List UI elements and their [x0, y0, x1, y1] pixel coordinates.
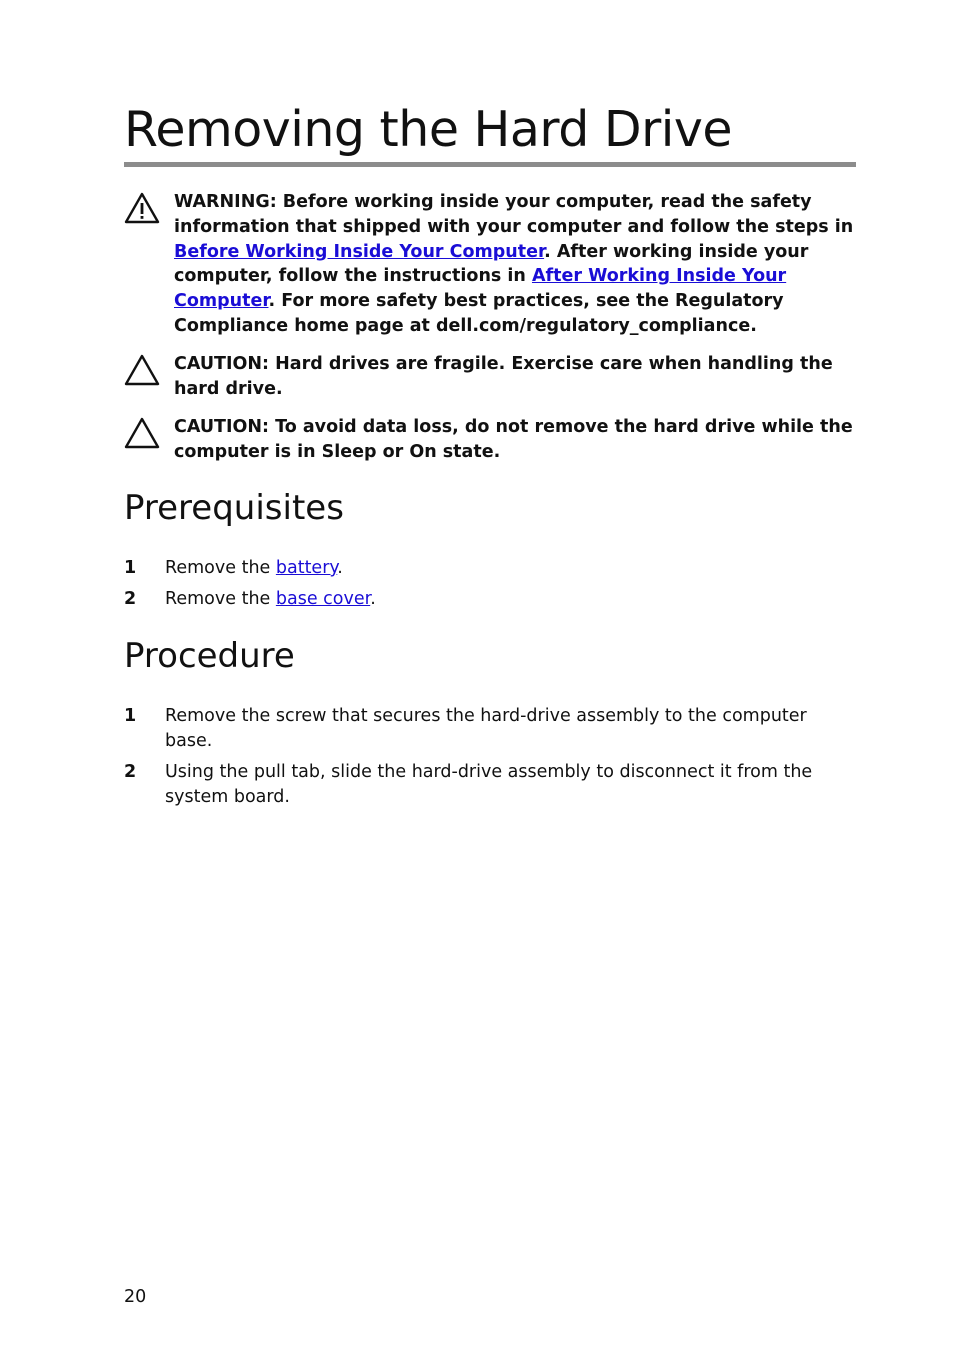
- battery-link[interactable]: battery: [275, 558, 338, 578]
- procedure-step: [124, 760, 856, 809]
- prerequisite-step: [124, 556, 856, 581]
- caution-notice-data-loss: [124, 415, 856, 465]
- step-text: .: [337, 558, 343, 578]
- step-text: Remove the screw that secures the hard-drive assembly to the computer base.: [165, 706, 807, 751]
- warning-text: [174, 190, 856, 339]
- before-working-link[interactable]: Before Working Inside Your Computer: [174, 241, 545, 262]
- step-number: 2: [124, 589, 137, 609]
- caution-notice-fragile: [124, 352, 856, 402]
- step-text: .: [370, 589, 376, 609]
- prerequisites-heading: Prerequisites: [124, 488, 344, 528]
- page-title: Removing the Hard Drive: [124, 100, 856, 167]
- warning-triangle-icon: [124, 192, 160, 224]
- procedure-heading: Procedure: [124, 636, 295, 676]
- step-number: 2: [124, 762, 137, 782]
- prerequisite-step: [124, 587, 856, 612]
- after-working-link[interactable]: After Working Inside Your Computer: [174, 266, 787, 312]
- caution-text-data-loss: CAUTION: To avoid data loss, do not remove the hard drive while the computer is in Sleep or On state.: [174, 417, 853, 462]
- step-text: Remove the: [165, 589, 276, 609]
- page-number: 20: [124, 1287, 147, 1307]
- warning-text-part: WARNING: Before working inside your computer, read the safety information that shipped with your computer and follow the steps in: [174, 192, 854, 237]
- warning-text-part: . After working inside your computer, follow the instructions in: [174, 241, 809, 287]
- caution-triangle-icon: [124, 417, 160, 449]
- caution-triangle-icon: [124, 354, 160, 386]
- step-number: 1: [124, 558, 137, 578]
- step-text: Using the pull tab, slide the hard-drive assembly to disconnect it from the system board.: [165, 762, 813, 807]
- procedure-step: [124, 704, 856, 753]
- warning-notice: [124, 190, 856, 339]
- caution-text-fragile: CAUTION: Hard drives are fragile. Exercise care when handling the hard drive.: [174, 354, 833, 399]
- warning-text-part: . For more safety best practices, see the Regulatory Compliance home page at dell.com/regulatory_compliance.: [174, 291, 784, 336]
- step-number: 1: [124, 706, 137, 726]
- step-text: Remove the: [165, 558, 276, 578]
- base-cover-link[interactable]: base cover: [275, 589, 371, 609]
